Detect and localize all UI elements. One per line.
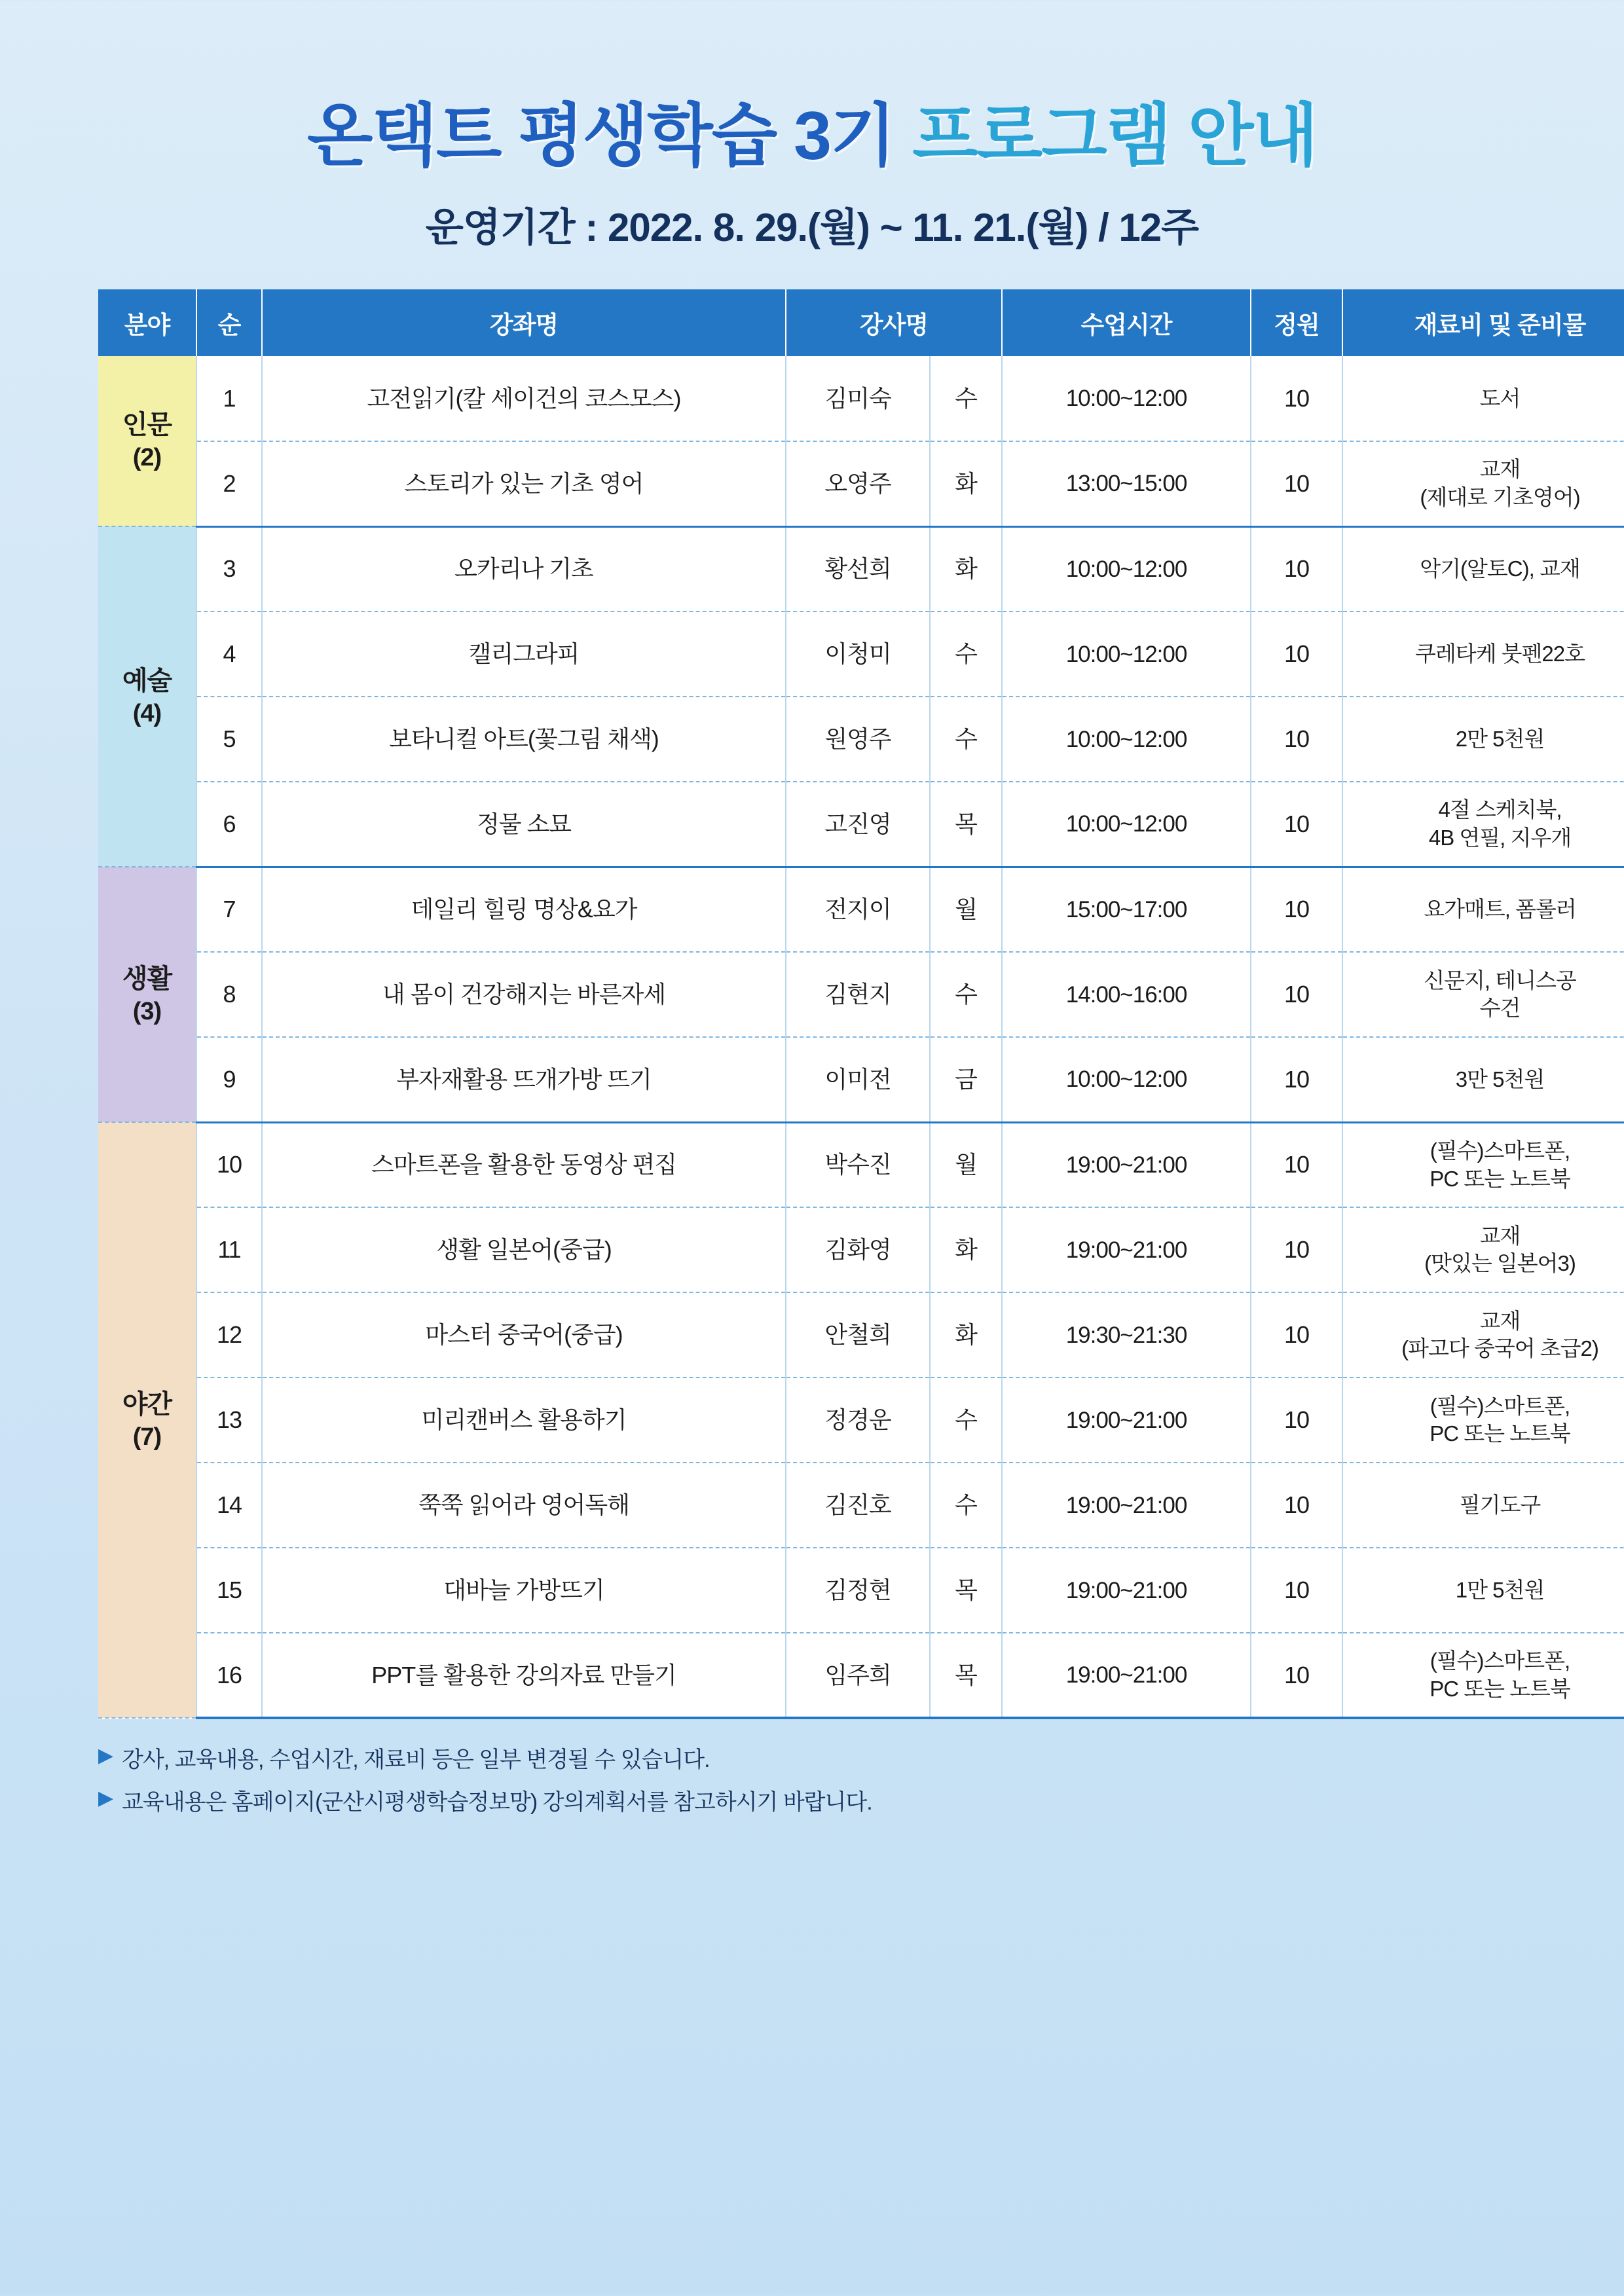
row-number-cell: 15 bbox=[196, 1548, 262, 1633]
table-row bbox=[98, 611, 1624, 697]
course-name-cell: 보타니컬 아트(꽃그림 채색) bbox=[262, 697, 786, 782]
class-day-cell: 수 bbox=[930, 1463, 1002, 1548]
class-day-cell: 목 bbox=[930, 1633, 1002, 1718]
teacher-name-cell: 김정현 bbox=[786, 1548, 930, 1633]
teacher-name-cell: 이미전 bbox=[786, 1037, 930, 1122]
material-cell: 쿠레타케 붓펜22호 bbox=[1342, 611, 1624, 697]
row-number-cell: 7 bbox=[196, 867, 262, 952]
material-cell: 2만 5천원 bbox=[1342, 697, 1624, 782]
category-count: (4) bbox=[132, 699, 162, 727]
table-row bbox=[98, 952, 1624, 1037]
capacity-cell: 10 bbox=[1251, 1122, 1342, 1207]
row-number-cell: 16 bbox=[196, 1633, 262, 1718]
row-number-cell: 6 bbox=[196, 782, 262, 867]
class-time-cell: 10:00~12:00 bbox=[1002, 356, 1251, 441]
material-cell: 필기도구 bbox=[1342, 1463, 1624, 1548]
class-time-cell: 10:00~12:00 bbox=[1002, 782, 1251, 867]
capacity-cell: 10 bbox=[1251, 1463, 1342, 1548]
page-title-part2: 프로그램 안내 bbox=[912, 98, 1317, 174]
class-day-cell: 화 bbox=[930, 1207, 1002, 1292]
table-row bbox=[98, 1463, 1624, 1548]
table-row bbox=[98, 526, 1624, 611]
class-day-cell: 화 bbox=[930, 1292, 1002, 1377]
course-name-cell: 부자재활용 뜨개가방 뜨기 bbox=[262, 1037, 786, 1122]
poster-header bbox=[98, 0, 1526, 253]
row-number-cell: 8 bbox=[196, 952, 262, 1037]
material-cell: 신문지, 테니스공 수건 bbox=[1342, 952, 1624, 1037]
table-row bbox=[98, 1037, 1624, 1122]
class-time-cell: 10:00~12:00 bbox=[1002, 611, 1251, 697]
class-time-cell: 19:00~21:00 bbox=[1002, 1463, 1251, 1548]
column-header-material: 재료비 및 준비물 bbox=[1342, 289, 1624, 356]
course-name-cell: 쭉쭉 읽어라 영어독해 bbox=[262, 1463, 786, 1548]
row-number-cell: 11 bbox=[196, 1207, 262, 1292]
course-name-cell: 정물 소묘 bbox=[262, 782, 786, 867]
teacher-name-cell: 김미숙 bbox=[786, 356, 930, 441]
class-time-cell: 19:00~21:00 bbox=[1002, 1548, 1251, 1633]
table-header-row bbox=[98, 289, 1624, 356]
course-name-cell: 생활 일본어(중급) bbox=[262, 1207, 786, 1292]
teacher-name-cell: 박수진 bbox=[786, 1122, 930, 1207]
note-text: 교육내용은 홈페이지(군산시평생학습정보망) 강의계획서를 참고하시기 바랍니다. bbox=[122, 1790, 872, 1815]
teacher-name-cell: 임주희 bbox=[786, 1633, 930, 1718]
category-cell bbox=[98, 526, 196, 867]
category-count: (2) bbox=[132, 444, 162, 472]
table-row bbox=[98, 1207, 1624, 1292]
row-number-cell: 9 bbox=[196, 1037, 262, 1122]
class-time-cell: 10:00~12:00 bbox=[1002, 526, 1251, 611]
class-day-cell: 수 bbox=[930, 697, 1002, 782]
table-row bbox=[98, 1633, 1624, 1718]
row-number-cell: 4 bbox=[196, 611, 262, 697]
capacity-cell: 10 bbox=[1251, 1548, 1342, 1633]
category-label: 야간 bbox=[122, 1389, 172, 1419]
row-number-cell: 2 bbox=[196, 441, 262, 526]
table-row bbox=[98, 1548, 1624, 1633]
table-row bbox=[98, 1122, 1624, 1207]
category-cell bbox=[98, 356, 196, 526]
triangle-icon: ▶ bbox=[98, 1745, 113, 1767]
capacity-cell: 10 bbox=[1251, 952, 1342, 1037]
row-number-cell: 1 bbox=[196, 356, 262, 441]
teacher-name-cell: 안철희 bbox=[786, 1292, 930, 1377]
page-title bbox=[98, 98, 1526, 174]
course-name-cell: 내 몸이 건강해지는 바른자세 bbox=[262, 952, 786, 1037]
course-name-cell: 대바늘 가방뜨기 bbox=[262, 1548, 786, 1633]
category-cell bbox=[98, 1122, 196, 1718]
column-header-course: 강좌명 bbox=[262, 289, 786, 356]
course-name-cell: 스마트폰을 활용한 동영상 편집 bbox=[262, 1122, 786, 1207]
class-day-cell: 수 bbox=[930, 1377, 1002, 1463]
material-cell: 악기(알토C), 교재 bbox=[1342, 526, 1624, 611]
capacity-cell: 10 bbox=[1251, 611, 1342, 697]
category-label: 인문 bbox=[122, 410, 172, 440]
class-day-cell: 월 bbox=[930, 1122, 1002, 1207]
class-day-cell: 수 bbox=[930, 611, 1002, 697]
row-number-cell: 3 bbox=[196, 526, 262, 611]
class-time-cell: 19:00~21:00 bbox=[1002, 1377, 1251, 1463]
table-row bbox=[98, 441, 1624, 526]
class-day-cell: 화 bbox=[930, 526, 1002, 611]
note-item bbox=[98, 1784, 1526, 1816]
teacher-name-cell: 원영주 bbox=[786, 697, 930, 782]
material-cell: 3만 5천원 bbox=[1342, 1037, 1624, 1122]
course-name-cell: 미리캔버스 활용하기 bbox=[262, 1377, 786, 1463]
table-row bbox=[98, 356, 1624, 441]
course-name-cell: PPT를 활용한 강의자료 만들기 bbox=[262, 1633, 786, 1718]
note-text: 강사, 교육내용, 수업시간, 재료비 등은 일부 변경될 수 있습니다. bbox=[122, 1747, 710, 1773]
class-day-cell: 월 bbox=[930, 867, 1002, 952]
class-time-cell: 19:30~21:30 bbox=[1002, 1292, 1251, 1377]
note-item bbox=[98, 1741, 1526, 1774]
material-cell: 1만 5천원 bbox=[1342, 1548, 1624, 1633]
teacher-name-cell: 김현지 bbox=[786, 952, 930, 1037]
teacher-name-cell: 정경운 bbox=[786, 1377, 930, 1463]
page-title-part1: 온택트 평생학습 3기 bbox=[307, 98, 913, 174]
material-cell: (필수)스마트폰, PC 또는 노트북 bbox=[1342, 1377, 1624, 1463]
class-day-cell: 화 bbox=[930, 441, 1002, 526]
class-time-cell: 19:00~21:00 bbox=[1002, 1633, 1251, 1718]
capacity-cell: 10 bbox=[1251, 782, 1342, 867]
table-row bbox=[98, 867, 1624, 952]
material-cell: (필수)스마트폰, PC 또는 노트북 bbox=[1342, 1122, 1624, 1207]
category-label: 예술 bbox=[122, 666, 172, 695]
column-header-capacity: 정원 bbox=[1251, 289, 1342, 356]
teacher-name-cell: 고진영 bbox=[786, 782, 930, 867]
teacher-name-cell: 김진호 bbox=[786, 1463, 930, 1548]
column-header-teacher: 강사명 bbox=[786, 289, 1002, 356]
course-name-cell: 마스터 중국어(중급) bbox=[262, 1292, 786, 1377]
material-cell: 도서 bbox=[1342, 356, 1624, 441]
capacity-cell: 10 bbox=[1251, 697, 1342, 782]
material-cell: 4절 스케치북, 4B 연필, 지우개 bbox=[1342, 782, 1624, 867]
class-day-cell: 수 bbox=[930, 952, 1002, 1037]
capacity-cell: 10 bbox=[1251, 1292, 1342, 1377]
class-day-cell: 목 bbox=[930, 1548, 1002, 1633]
teacher-name-cell: 김화영 bbox=[786, 1207, 930, 1292]
material-cell: 교재 (파고다 중국어 초급2) bbox=[1342, 1292, 1624, 1377]
teacher-name-cell: 황선희 bbox=[786, 526, 930, 611]
course-name-cell: 오카리나 기초 bbox=[262, 526, 786, 611]
course-name-cell: 고전읽기(칼 세이건의 코스모스) bbox=[262, 356, 786, 441]
capacity-cell: 10 bbox=[1251, 356, 1342, 441]
schedule-table bbox=[98, 289, 1624, 1719]
column-header-no: 순 bbox=[196, 289, 262, 356]
teacher-name-cell: 전지이 bbox=[786, 867, 930, 952]
class-time-cell: 19:00~21:00 bbox=[1002, 1122, 1251, 1207]
table-row bbox=[98, 782, 1624, 867]
row-number-cell: 5 bbox=[196, 697, 262, 782]
column-header-field: 분야 bbox=[98, 289, 196, 356]
class-time-cell: 19:00~21:00 bbox=[1002, 1207, 1251, 1292]
capacity-cell: 10 bbox=[1251, 441, 1342, 526]
column-header-time: 수업시간 bbox=[1002, 289, 1251, 356]
material-cell: (필수)스마트폰, PC 또는 노트북 bbox=[1342, 1633, 1624, 1718]
class-time-cell: 14:00~16:00 bbox=[1002, 952, 1251, 1037]
capacity-cell: 10 bbox=[1251, 1037, 1342, 1122]
row-number-cell: 10 bbox=[196, 1122, 262, 1207]
teacher-name-cell: 오영주 bbox=[786, 441, 930, 526]
capacity-cell: 10 bbox=[1251, 1633, 1342, 1718]
course-name-cell: 캘리그라피 bbox=[262, 611, 786, 697]
capacity-cell: 10 bbox=[1251, 526, 1342, 611]
row-number-cell: 13 bbox=[196, 1377, 262, 1463]
material-cell: 교재 (맛있는 일본어3) bbox=[1342, 1207, 1624, 1292]
triangle-icon: ▶ bbox=[98, 1787, 113, 1810]
class-time-cell: 10:00~12:00 bbox=[1002, 697, 1251, 782]
category-count: (7) bbox=[132, 1423, 162, 1451]
capacity-cell: 10 bbox=[1251, 867, 1342, 952]
category-count: (3) bbox=[132, 997, 162, 1025]
class-time-cell: 13:00~15:00 bbox=[1002, 441, 1251, 526]
schedule-table-wrap bbox=[98, 289, 1598, 1719]
class-time-cell: 15:00~17:00 bbox=[1002, 867, 1251, 952]
table-row bbox=[98, 697, 1624, 782]
capacity-cell: 10 bbox=[1251, 1377, 1342, 1463]
notes-section bbox=[98, 1741, 1526, 1816]
page-subtitle: 운영기간 : 2022. 8. 29.(월) ~ 11. 21.(월) / 12주 bbox=[425, 206, 1199, 250]
schedule-table-body bbox=[98, 356, 1624, 1718]
class-day-cell: 수 bbox=[930, 356, 1002, 441]
material-cell: 요가매트, 폼롤러 bbox=[1342, 867, 1624, 952]
table-row bbox=[98, 1292, 1624, 1377]
class-day-cell: 금 bbox=[930, 1037, 1002, 1122]
category-label: 생활 bbox=[122, 964, 172, 993]
class-day-cell: 목 bbox=[930, 782, 1002, 867]
capacity-cell: 10 bbox=[1251, 1207, 1342, 1292]
teacher-name-cell: 이청미 bbox=[786, 611, 930, 697]
row-number-cell: 14 bbox=[196, 1463, 262, 1548]
row-number-cell: 12 bbox=[196, 1292, 262, 1377]
course-name-cell: 데일리 힐링 명상&요가 bbox=[262, 867, 786, 952]
course-name-cell: 스토리가 있는 기초 영어 bbox=[262, 441, 786, 526]
category-cell bbox=[98, 867, 196, 1122]
material-cell: 교재 (제대로 기초영어) bbox=[1342, 441, 1624, 526]
table-row bbox=[98, 1377, 1624, 1463]
class-time-cell: 10:00~12:00 bbox=[1002, 1037, 1251, 1122]
